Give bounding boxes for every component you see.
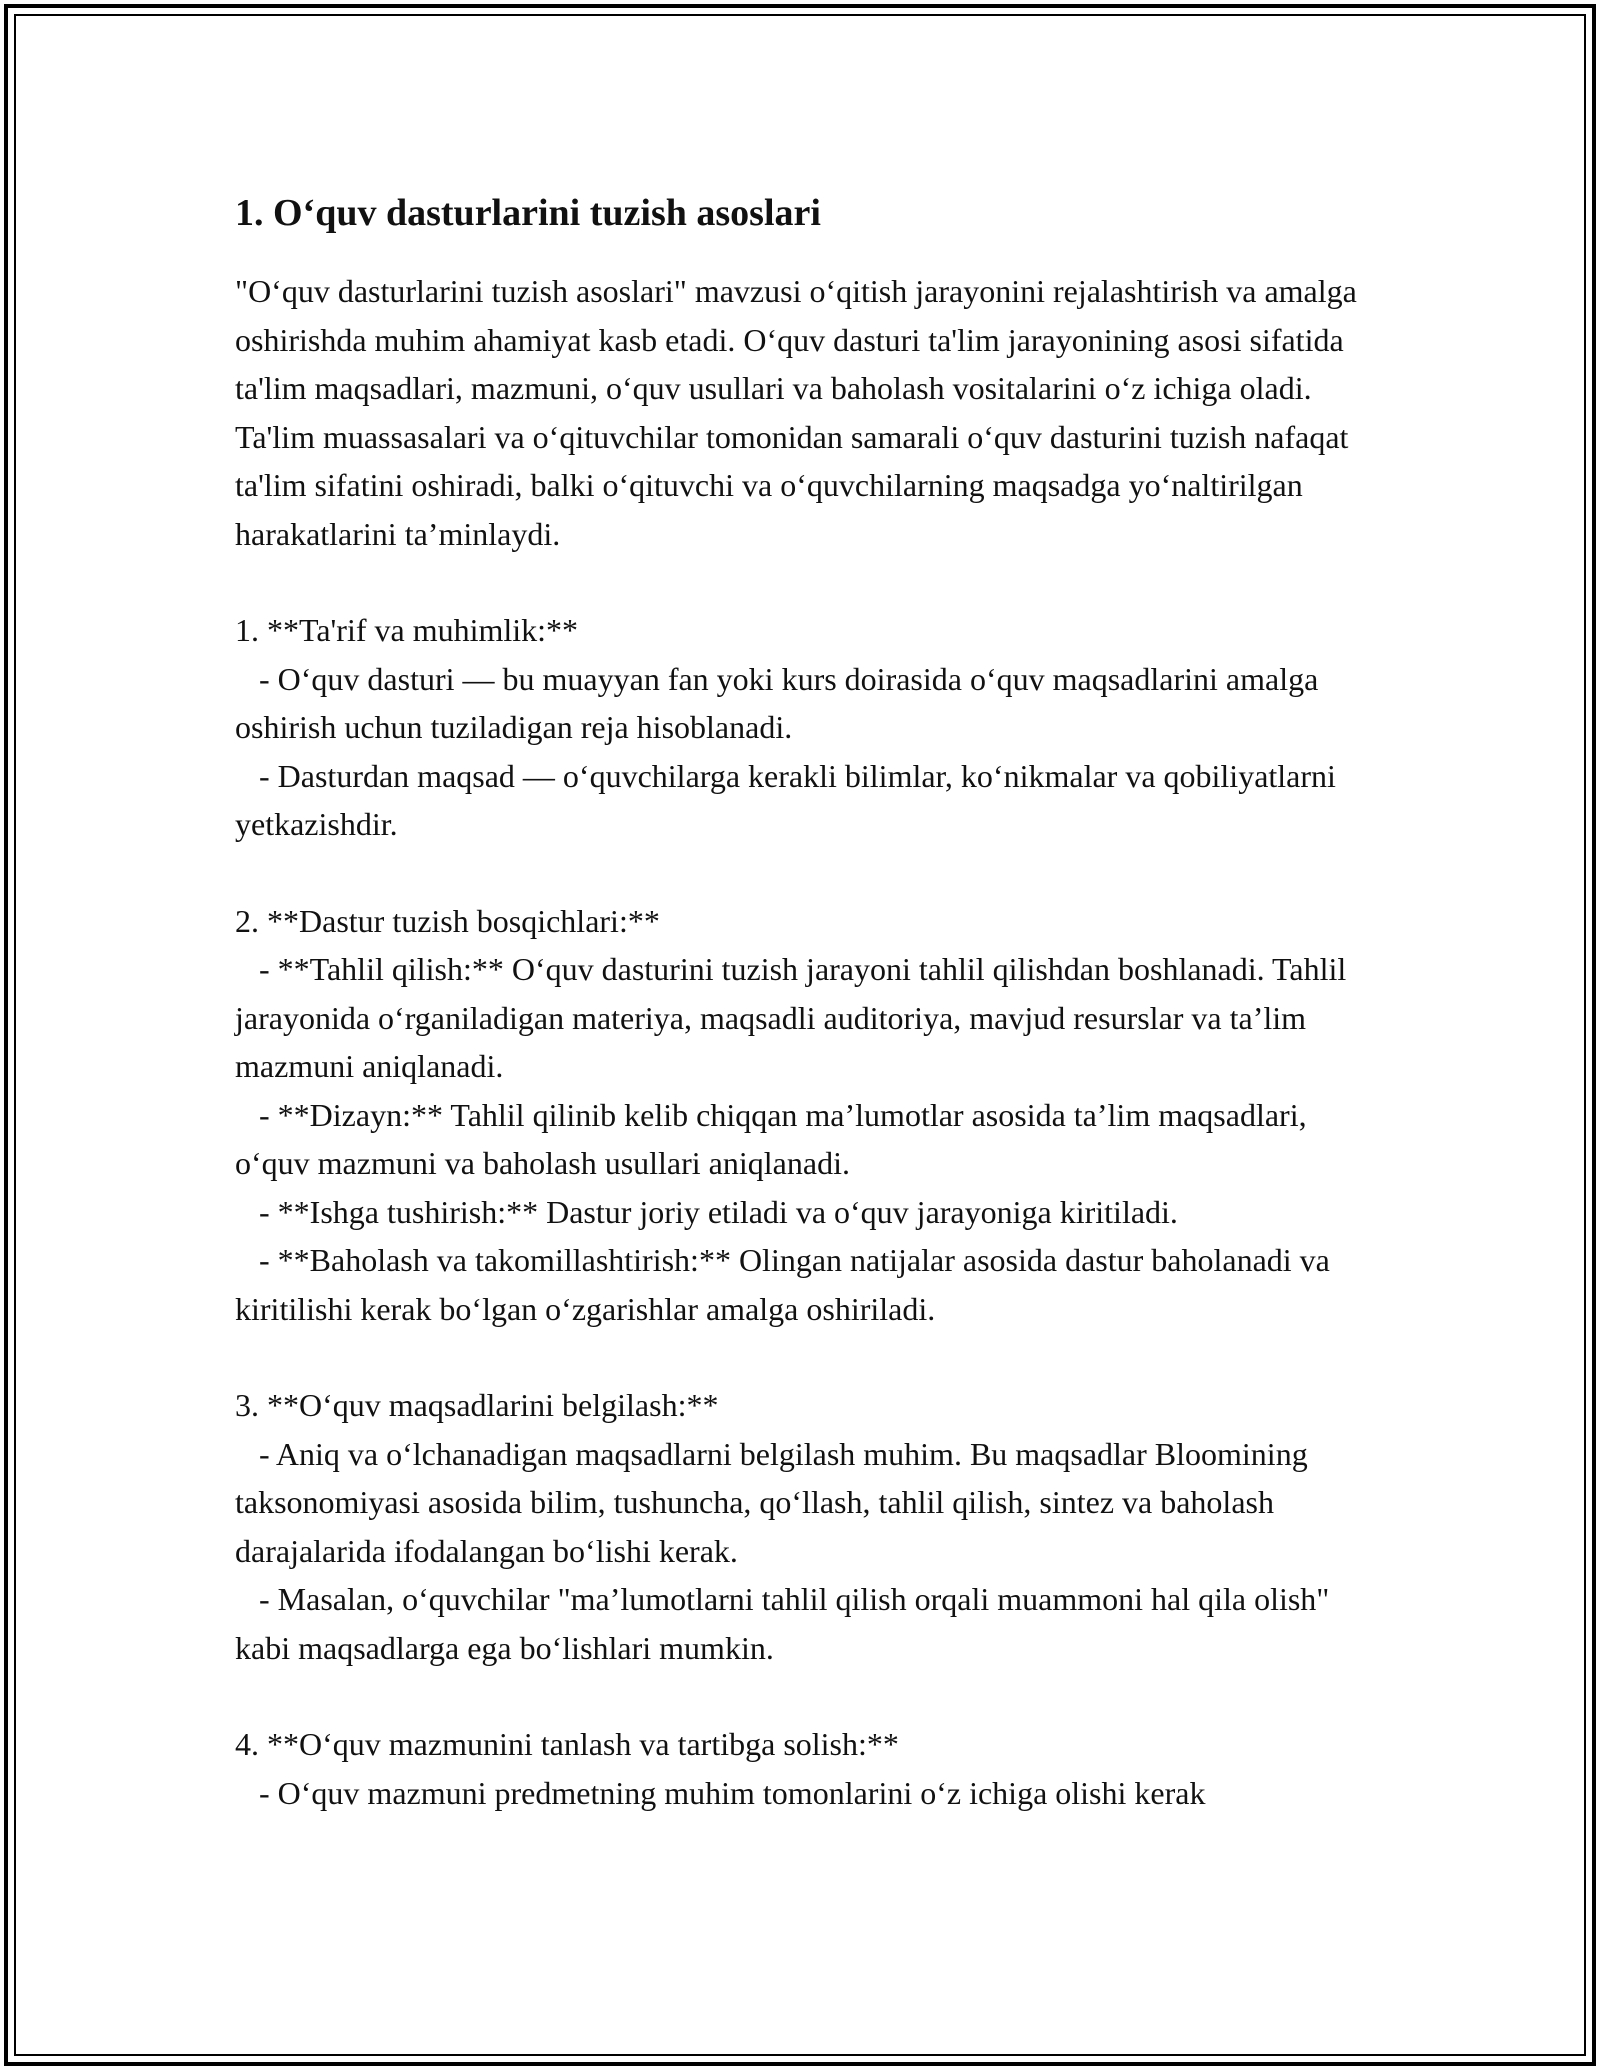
section-4 <box>235 1720 1385 1817</box>
list-item: - O‘quv mazmuni predmetning muhim tomonlarini o‘z ichiga olishi kerak <box>259 1774 1206 1811</box>
document-title: 1. O‘quv dasturlarini tuzish asoslari <box>235 192 821 234</box>
section-2 <box>235 897 1385 1334</box>
list-item: - Masalan, o‘quvchilar "ma’lumotlarni tahlil qilish orqali muammoni hal qila olish" kabi maqsadlarga ega bo‘lishlari mumkin. <box>235 1581 1330 1666</box>
intro-paragraph: "O‘quv dasturlarini tuzish asoslari" mavzusi o‘qitish jarayonini rejalashtirish va amalga oshirishda muhim ahamiyat kasb etadi. O‘quv dasturi ta'lim jarayonining asosi sifatida ta'lim maqsadlari, mazmuni, o‘quv usullari va baholash vositalarini o‘z ichiga oladi. Ta'lim muassasalari va o‘qituvchilar tomonidan samarali o‘quv dasturini tuzish nafaqat ta'lim sifatini oshiradi, balki o‘qituvchi va o‘quvchilarning maqsadga yo‘naltirilgan harakatlarini ta’minlaydi. <box>235 273 1357 552</box>
list-item: - **Dizayn:** Tahlil qilinib kelib chiqqan ma’lumotlar asosida ta’lim maqsadlari, o‘quv mazmuni va baholash usullari aniqlanadi. <box>235 1096 1307 1181</box>
list-item: - Dasturdan maqsad — o‘quvchilarga kerakli bilimlar, ko‘nikmalar va qobiliyatlarni yetkazishdir. <box>235 757 1336 842</box>
list-item: - **Ishga tushirish:** Dastur joriy etiladi va o‘quv jarayoniga kiritiladi. <box>259 1193 1178 1230</box>
list-item: - O‘quv dasturi — bu muayyan fan yoki kurs doirasida o‘quv maqsadlarini amalga oshirish uchun tuziladigan reja hisoblanadi. <box>235 660 1319 745</box>
section-3 <box>235 1381 1385 1672</box>
section-1 <box>235 606 1385 849</box>
section-heading: 4. **O‘quv mazmunini tanlash va tartibga solish:** <box>235 1726 899 1762</box>
section-heading: 1. **Ta'rif va muhimlik:** <box>235 612 579 648</box>
document-body <box>235 187 1385 1865</box>
section-heading: 3. **O‘quv maqsadlarini belgilash:** <box>235 1387 719 1423</box>
list-item: - **Baholash va takomillashtirish:** Olingan natijalar asosida dastur baholanadi va kiritilishi kerak bo‘lgan o‘zgarishlar amalga oshiriladi. <box>235 1242 1330 1327</box>
section-heading: 2. **Dastur tuzish bosqichlari:** <box>235 902 660 939</box>
list-item: - Aniq va o‘lchanadigan maqsadlarni belgilash muhim. Bu maqsadlar Bloomining taksonomiyasi asosida bilim, tushuncha, qo‘llash, tahlil qilish, sintez va baholash darajalarida ifodalangan bo‘lishi kerak. <box>235 1435 1308 1569</box>
list-item: - **Tahlil qilish:** O‘quv dasturini tuzish jarayoni tahlil qilishdan boshlanadi. Tahlil jarayonida o‘rganiladigan materiya, maqsadli auditoriya, mavjud resurslar va ta’lim mazmuni aniqlanadi. <box>235 951 1347 1084</box>
